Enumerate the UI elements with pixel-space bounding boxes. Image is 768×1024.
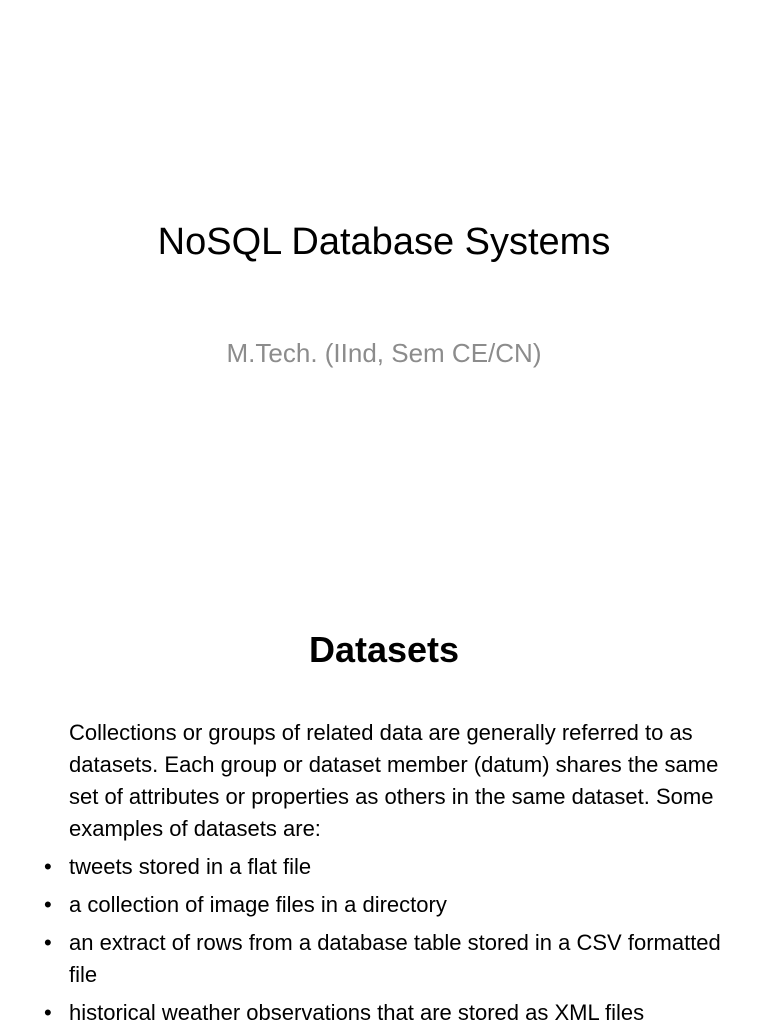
slide-title: NoSQL Database Systems [157, 221, 611, 263]
bullet-text: a collection of image files in a directory [69, 892, 447, 917]
bullet-icon: • [44, 1000, 52, 1024]
bullet-text: historical weather observations that are stored as XML files [69, 1000, 645, 1024]
datasets-slide [0, 576, 768, 1024]
bullet-text: tweets stored in a flat file [69, 854, 312, 879]
list-item [0, 997, 768, 1024]
bullet-icon: • [44, 854, 52, 879]
bullet-icon: • [44, 892, 52, 917]
slide-subtitle: M.Tech. (IInd, Sem CE/CN) [226, 338, 542, 368]
bullet-icon: • [44, 930, 52, 955]
slide-heading: Datasets [308, 629, 460, 670]
intro-paragraph: Collections or groups of related data are generally referred to as datasets. Each group or dataset member (datum) shares the same set of attributes or properties as others in the same dataset. Some examples of datasets are: [69, 720, 719, 841]
bullet-list [0, 851, 768, 1024]
bullet-text: an extract of rows from a database table stored in a CSV formatted file [69, 930, 721, 987]
list-item [0, 889, 768, 921]
list-item [0, 851, 768, 883]
list-item [0, 927, 768, 991]
